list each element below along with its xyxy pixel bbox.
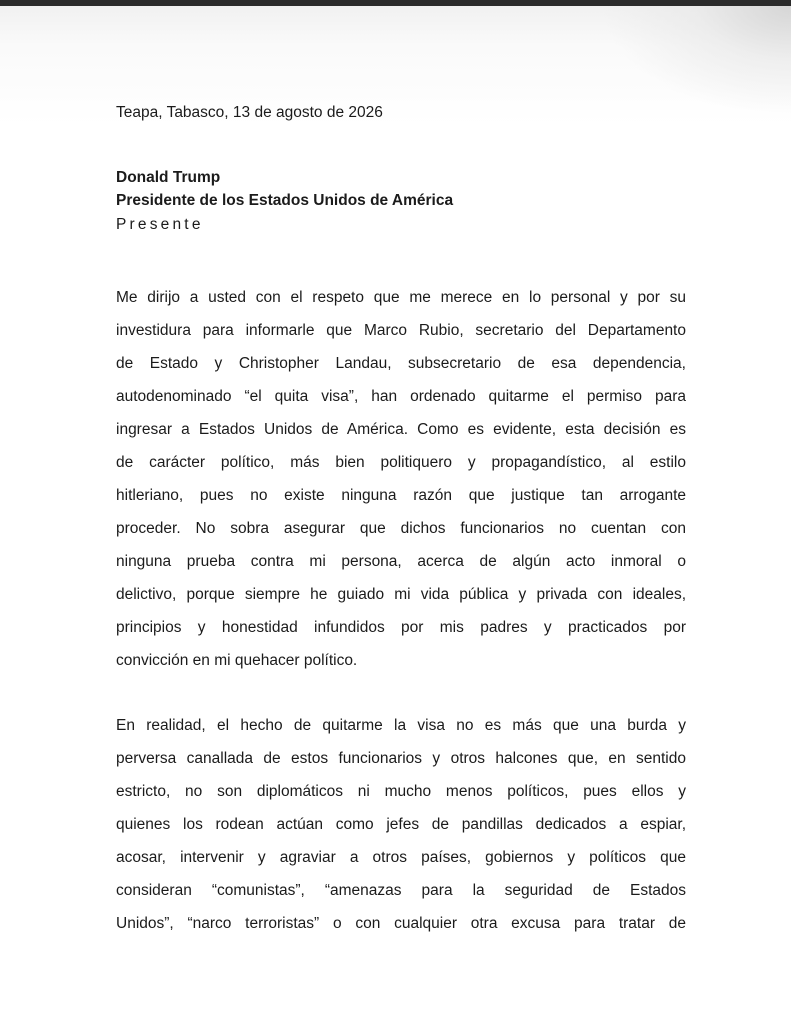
paragraph-line: proceder. No sobra asegurar que dichos funcionarios no cuentan con [116, 520, 686, 537]
body-paragraph-2 [116, 709, 686, 940]
salutation-presente: Presente [116, 216, 204, 233]
paragraph-line: autodenominado “el quita visa”, han ordenado quitarme el permiso para [116, 388, 686, 405]
paragraph-line: ingresar a Estados Unidos de América. Como es evidente, esta decisión es [116, 421, 686, 438]
paragraph-line: quienes los rodean actúan como jefes de pandillas dedicados a espiar, [116, 816, 686, 833]
paragraph-line: principios y honestidad infundidos por mis padres y practicados por [116, 619, 686, 636]
paragraph-line: hitleriano, pues no existe ninguna razón que justique tan arrogante [116, 487, 686, 504]
paragraph-line: investidura para informarle que Marco Rubio, secretario del Departamento [116, 322, 686, 339]
paragraph-line: acosar, intervenir y agraviar a otros países, gobiernos y políticos que [116, 849, 686, 866]
letter-page [0, 6, 791, 1024]
recipient-name: Donald Trump [116, 169, 221, 186]
paragraph-line: consideran “comunistas”, “amenazas para la seguridad de Estados [116, 882, 686, 899]
page-corner-shadow [601, 6, 791, 116]
recipient-title: Presidente de los Estados Unidos de América [116, 192, 454, 209]
place-date: Teapa, Tabasco, 13 de agosto de 2026 [116, 104, 383, 121]
paragraph-line: ninguna prueba contra mi persona, acerca de algún acto inmoral o [116, 553, 686, 570]
paragraph-line: de Estado y Christopher Landau, subsecretario de esa dependencia, [116, 355, 686, 372]
paragraph-line: convicción en mi quehacer político. [116, 652, 358, 669]
paragraph-line: Me dirijo a usted con el respeto que me merece en lo personal y por su [116, 289, 686, 306]
paragraph-line: En realidad, el hecho de quitarme la visa no es más que una burda y [116, 717, 686, 734]
paragraph-line: de carácter político, más bien politiquero y propagandístico, al estilo [116, 454, 686, 471]
paragraph-line: estricto, no son diplomáticos ni mucho menos políticos, pues ellos y [116, 783, 686, 800]
paragraph-line: delictivo, porque siempre he guiado mi vida pública y privada con ideales, [116, 586, 686, 603]
paragraph-line: perversa canallada de estos funcionarios y otros halcones que, en sentido [116, 750, 686, 767]
paragraph-line: Unidos”, “narco terroristas” o con cualquier otra excusa para tratar de [116, 915, 686, 932]
body-paragraph-1 [116, 281, 686, 677]
